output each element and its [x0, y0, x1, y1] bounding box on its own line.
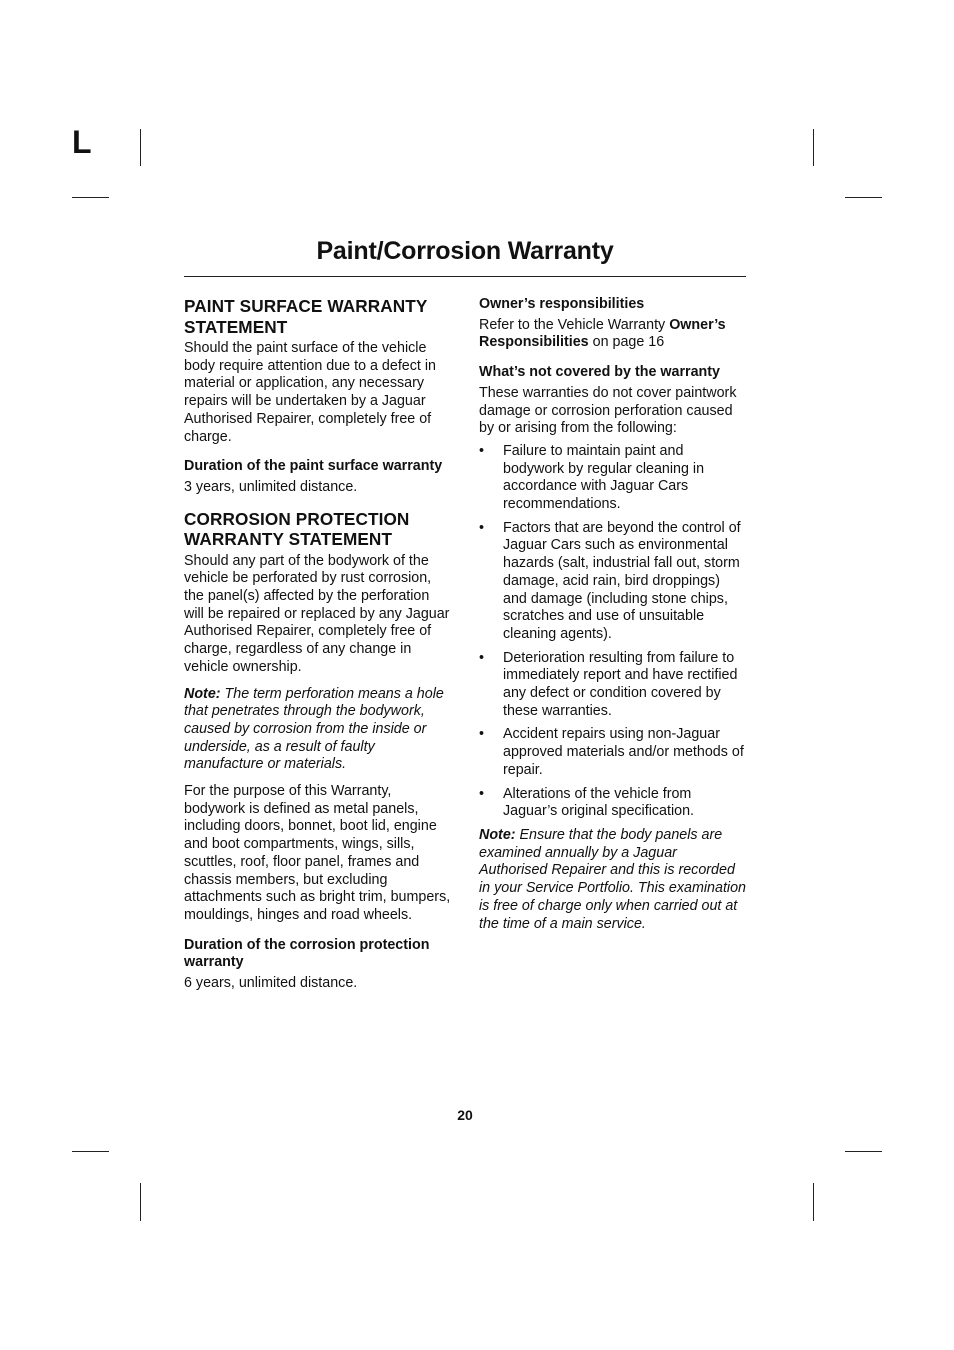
owners-text-suffix: on page 16 — [588, 334, 665, 351]
bullet-icon: • — [479, 726, 485, 743]
bodywork-definition-text: For the purpose of this Warranty, bodywork is defined as metal panels, including doors, bonnet, boot lid, engine and boot compartments, wings, sills, scuttles, roof, floor panel, frames and chassis members, but excluding attachments such as bright trim, bumpers, mouldings, hinges and road wheels. — [184, 783, 451, 923]
bullet-icon: • — [479, 442, 485, 459]
list-item-text: Alterations of the vehicle from Jaguar’s original specification. — [503, 785, 694, 820]
owners-responsibilities-heading: Owner’s responsibilities — [479, 296, 645, 312]
page-title: Paint/Corrosion Warranty — [316, 237, 614, 265]
list-item-text: Deterioration resulting from failure to immediately report and have rectified any defect or condition covered by these warranties. — [503, 649, 738, 719]
bullet-icon: • — [479, 519, 485, 536]
paint-surface-warranty-text: Should the paint surface of the vehicle body require attention due to a defect in material or application, any necessary repairs will be undertaken by a Jaguar Authorised Repairer, completely free of charge. — [184, 340, 436, 445]
crop-mark-top-right-vertical — [813, 129, 814, 166]
corrosion-warranty-heading: CORROSION PROTECTION WARRANTY STATEMENT — [184, 508, 410, 550]
paint-surface-warranty-heading: PAINT SURFACE WARRANTY STATEMENT — [184, 296, 428, 337]
corner-letter: L — [72, 124, 92, 160]
inspection-note — [479, 827, 747, 933]
bullet-icon: • — [479, 785, 485, 802]
note-label: Note: — [479, 826, 516, 843]
list-item-text: Factors that are beyond the control of Jaguar Cars such as environmental hazards (salt, industrial fall out, storm damage, acid rain, bird droppings) and damage (including stone chips, scratches and use of unsuitable cleaning agents). — [503, 519, 741, 642]
exclusions-list — [479, 443, 747, 821]
list-item — [479, 520, 747, 644]
corrosion-warranty-text: Should any part of the bodywork of the vehicle be perforated by rust corrosion, the panel(s) affected by the perforation will be repaired or replaced by any Jaguar Authorised Repairer, completely free of charge, regardless of any change in vehicle ownership. — [184, 552, 450, 675]
list-item — [479, 443, 747, 514]
crop-mark-top-left-vertical — [140, 129, 141, 166]
left-column — [184, 296, 452, 1002]
crop-mark-top-right-horizontal — [845, 197, 882, 198]
page-number: 20 — [457, 1107, 473, 1123]
note-label: Note: — [184, 685, 221, 702]
crop-mark-top-left-horizontal — [72, 197, 109, 198]
list-item — [479, 786, 747, 821]
right-column — [479, 296, 747, 942]
not-covered-intro: These warranties do not cover paintwork damage or corrosion perforation caused by or arising from the following: — [479, 384, 737, 437]
list-item — [479, 650, 747, 721]
owners-responsibilities-text — [479, 317, 747, 352]
list-item — [479, 726, 747, 779]
title-rule — [184, 276, 746, 277]
crop-mark-bottom-right-vertical — [813, 1183, 814, 1221]
owners-responsibilities-reference: Owner’s Responsibilities — [479, 316, 726, 351]
paint-duration-heading: Duration of the paint surface warranty — [184, 458, 443, 475]
owners-text-prefix: Refer to the Vehicle Warranty — [479, 316, 670, 333]
list-item-text: Failure to maintain paint and bodywork by regular cleaning in accordance with Jaguar Cars recommendations. — [503, 442, 705, 513]
paint-duration-text: 3 years, unlimited distance. — [184, 478, 358, 495]
perforation-note — [184, 686, 452, 775]
note-text: The term perforation means a hole that penetrates through the bodywork, caused by corrosion from the inside or underside, as a result of faulty manufacture or materials. — [184, 685, 444, 773]
crop-mark-bottom-right-horizontal — [845, 1151, 882, 1152]
corrosion-duration-heading: Duration of the corrosion protection warranty — [184, 936, 430, 971]
list-item-text: Accident repairs using non-Jaguar approved materials and/or methods of repair. — [503, 726, 744, 778]
corrosion-duration-text: 6 years, unlimited distance. — [184, 975, 358, 992]
note-text: Ensure that the body panels are examined annually by a Jaguar Authorised Repairer and this is recorded in your Service Portfolio. This examination is free of charge only when carried out at the time of a main service. — [479, 826, 746, 932]
crop-mark-bottom-left-horizontal — [72, 1151, 109, 1152]
crop-mark-bottom-left-vertical — [140, 1183, 141, 1221]
bullet-icon: • — [479, 649, 485, 666]
not-covered-heading: What’s not covered by the warranty — [479, 364, 720, 381]
